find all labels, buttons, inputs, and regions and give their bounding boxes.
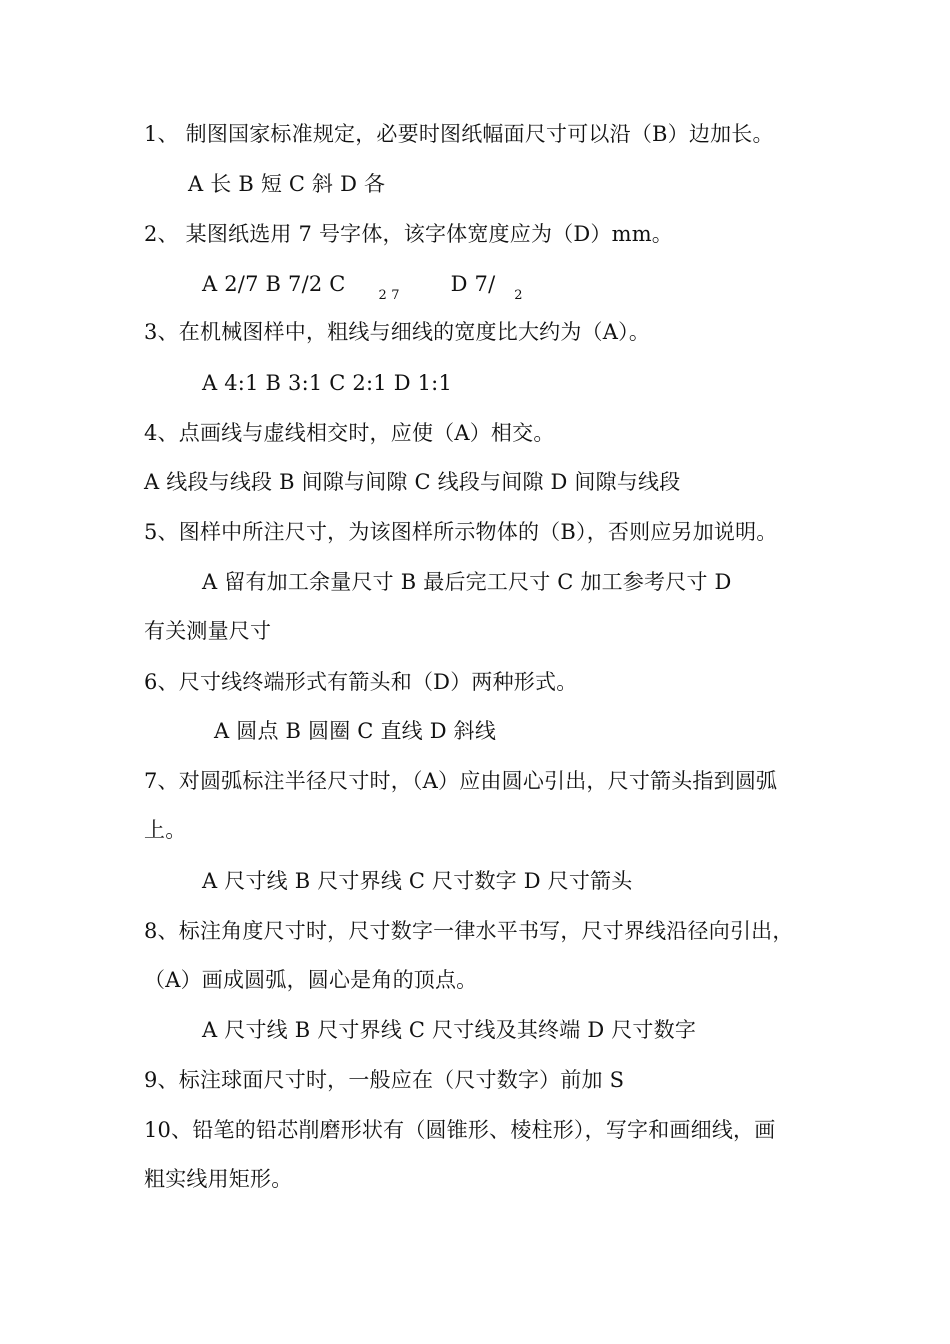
question-6: 6、尺寸线终端形式有箭头和（D）两种形式。 [144, 670, 578, 694]
question-7-continued: 上。 [144, 818, 187, 842]
question-1-options: A 长 B 短 C 斜 D 各 [188, 172, 386, 196]
question-8-options: A 尺寸线 B 尺寸界线 C 尺寸线及其终端 D 尺寸数字 [202, 1018, 697, 1042]
question-9: 9、标注球面尺寸时，一般应在（尺寸数字）前加 S [144, 1068, 625, 1092]
question-2-option-c-subscript: 2 7 [378, 288, 400, 303]
question-2-option-d-subscript: 2 [514, 288, 523, 303]
question-3: 3、在机械图样中，粗线与细线的宽度比大约为（A）。 [144, 320, 651, 344]
question-2-options-a-to-c: A 2/7 B 7/2 C [202, 272, 346, 296]
question-5-options-continued: 有关测量尺寸 [144, 619, 272, 643]
question-8-continued: （A）画成圆弧，圆心是角的顶点。 [144, 968, 478, 992]
question-5: 5、图样中所注尺寸，为该图样所示物体的（B），否则应另加说明。 [144, 520, 778, 544]
question-4-options: A 线段与线段 B 间隙与间隙 C 线段与间隙 D 间隙与线段 [144, 470, 681, 494]
question-2-option-d: D 7/ [450, 272, 496, 296]
question-3-options: A 4:1 B 3:1 C 2:1 D 1:1 [202, 371, 453, 395]
question-7: 7、对圆弧标注半径尺寸时，（A）应由圆心引出，尺寸箭头指到圆弧 [144, 769, 778, 793]
question-1: 1、 制图国家标准规定，必要时图纸幅面尺寸可以沿（B）边加长。 [144, 122, 774, 146]
question-10-continued: 粗实线用矩形。 [144, 1167, 293, 1191]
question-2-options [202, 272, 523, 303]
question-8: 8、标注角度尺寸时，尺寸数字一律水平书写，尺寸界线沿径向引出， [144, 919, 794, 943]
question-2: 2、 某图纸选用 7 号字体，该字体宽度应为（D）mm。 [144, 222, 674, 246]
question-5-options: A 留有加工余量尺寸 B 最后完工尺寸 C 加工参考尺寸 D [202, 570, 732, 594]
question-10: 10、铅笔的铅芯削磨形状有（圆锥形、棱柱形），写字和画细线，画 [144, 1118, 776, 1142]
question-6-options: A 圆点 B 圆圈 C 直线 D 斜线 [214, 719, 497, 743]
question-7-options: A 尺寸线 B 尺寸界线 C 尺寸数字 D 尺寸箭头 [202, 869, 633, 893]
question-4: 4、点画线与虚线相交时，应使（A）相交。 [144, 421, 555, 445]
